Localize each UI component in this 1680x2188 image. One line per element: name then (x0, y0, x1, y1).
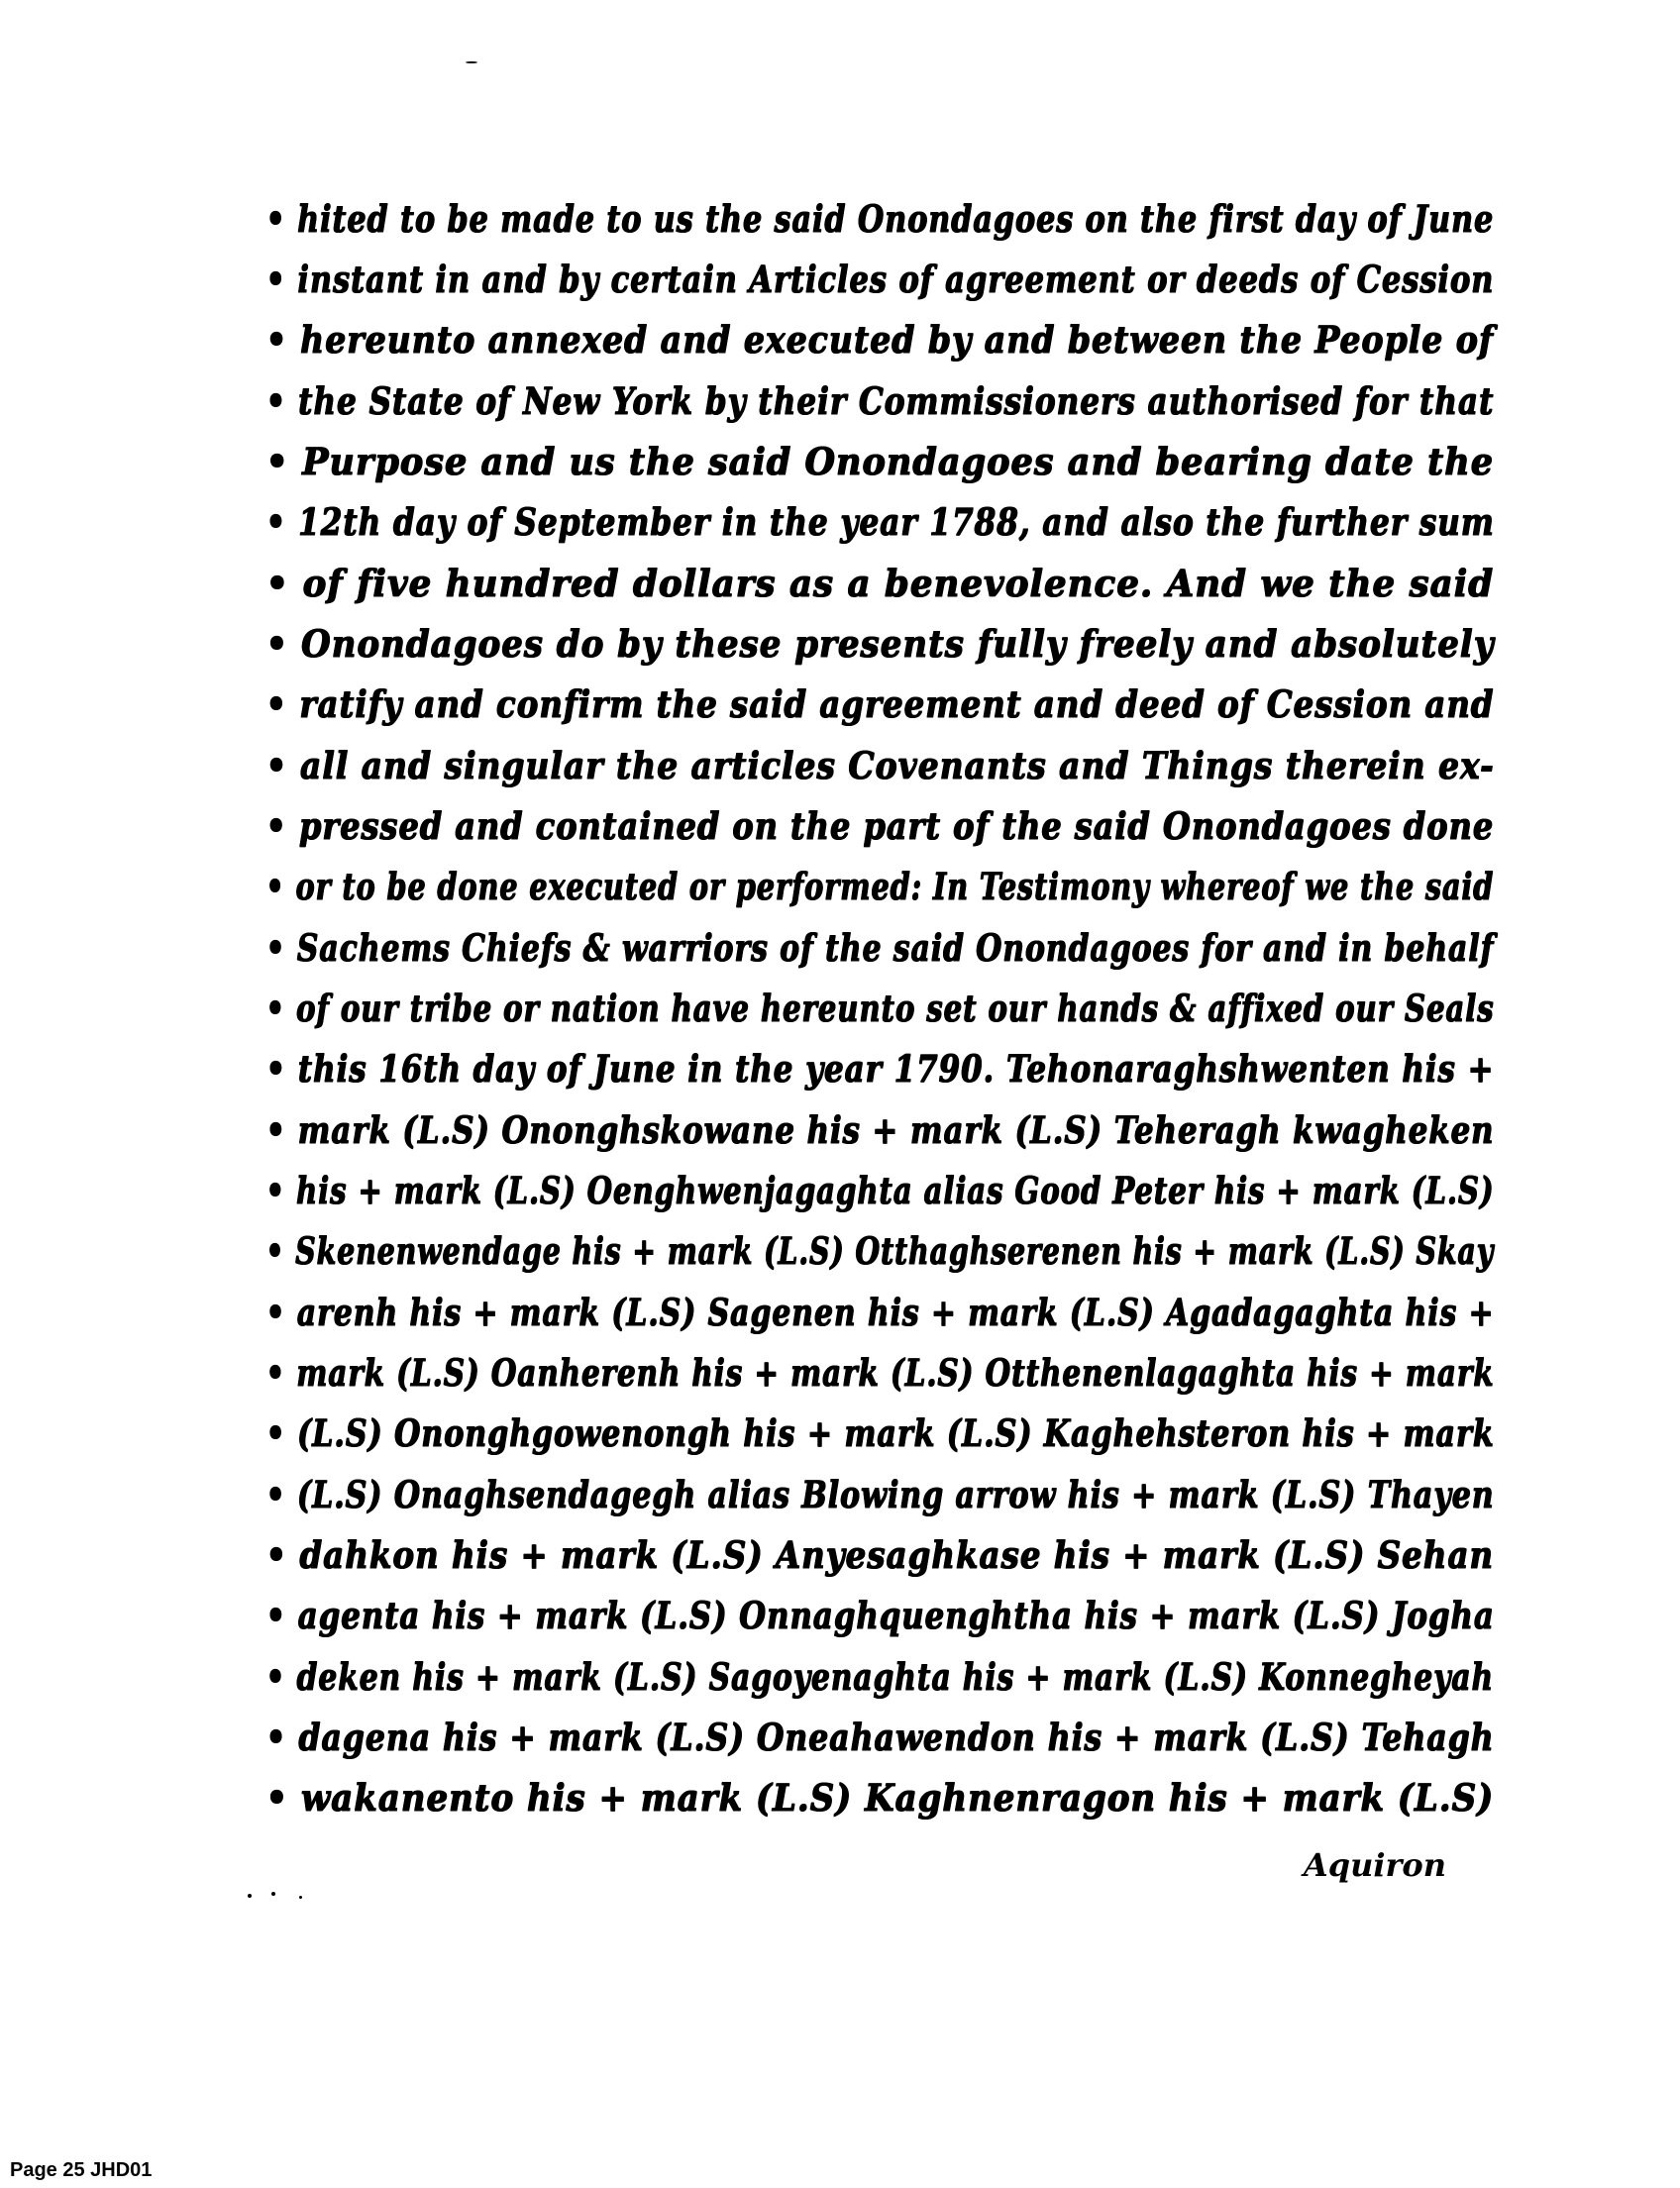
doc-id: JHD01 (90, 2159, 153, 2181)
manuscript-line: • of our tribe or nation have hereunto set our hands & affixed our Seals (265, 986, 1495, 1031)
manuscript-line: • this 16th day of June in the year 1790. Tehonaraghshwenten his + (265, 1046, 1495, 1092)
manuscript-line: • hited to be made to us the said Onondagoes on the first day of June (265, 196, 1494, 242)
manuscript-line: • wakanento his + mark (L.S) Kaghnenragon his + mark (L.S) (265, 1775, 1494, 1821)
manuscript-line: • pressed and contained on the part of the said Onondagoes done (265, 803, 1494, 849)
manuscript-line: • Onondagoes do by these presents fully freely and absolutely (265, 621, 1495, 667)
manuscript-line: • arenh his + mark (L.S) Sagenen his + mark (L.S) Agadagaghta his + (265, 1290, 1495, 1335)
manuscript-line: • Sachems Chiefs & warriors of the said Onondagoes for and in behalf (265, 925, 1494, 971)
manuscript-line: • mark (L.S) Oanherenh his + mark (L.S) Otthenenlagaghta his + mark (265, 1350, 1495, 1396)
scan-speck (466, 61, 477, 63)
scan-speck (248, 1894, 252, 1898)
manuscript-line: • Skenenwendage his + mark (L.S) Otthaghserenen his + mark (L.S) Skay (265, 1228, 1494, 1274)
manuscript-line: • dagena his + mark (L.S) Oneahawendon his + mark (L.S) Tehagh (265, 1715, 1495, 1760)
page-label: Page 25 (10, 2159, 85, 2181)
manuscript-line: • his + mark (L.S) Oenghwenjagaghta alias Good Peter his + mark (L.S) (265, 1168, 1495, 1213)
manuscript-line: • mark (L.S) Ononghskowane his + mark (L.S) Teheragh kwagheken (265, 1107, 1495, 1153)
manuscript-line: • (L.S) Onaghsendagegh alias Blowing arrow his + mark (L.S) Thayen (265, 1472, 1495, 1517)
manuscript-line: • or to be done executed or performed: In Testimony whereof we the said (265, 864, 1494, 909)
manuscript-line: • (L.S) Ononghgowenongh his + mark (L.S) Kaghehsteron his + mark (265, 1410, 1495, 1456)
manuscript-line: • ratify and confirm the said agreement and deed of Cession and (265, 681, 1495, 727)
manuscript-line: • the State of New York by their Commissioners authorised for that (265, 378, 1494, 424)
manuscript-line: • deken his + mark (L.S) Sagoyenaghta his + mark (L.S) Konnegheyah (265, 1654, 1494, 1700)
manuscript-line: • agenta his + mark (L.S) Onnaghquenghtha his + mark (L.S) Jogha (265, 1593, 1495, 1638)
manuscript-line: • dahkon his + mark (L.S) Anyesaghkase his + mark (L.S) Sehan (265, 1532, 1494, 1578)
manuscript-line: • 12th day of September in the year 1788, and also the further sum (265, 499, 1495, 545)
manuscript-line: • of five hundred dollars as a benevolence. And we the said (265, 561, 1494, 606)
signature-aquiron: Aquiron (1303, 1846, 1446, 1884)
manuscript-line: • Purpose and us the said Onondagoes and bearing date the (265, 439, 1494, 484)
page-footer (10, 2159, 152, 2182)
manuscript-line: • instant in and by certain Articles of agreement or deeds of Cession (265, 257, 1494, 302)
manuscript-line: • hereunto annexed and executed by and between the People of (265, 317, 1494, 363)
handwritten-text-block (265, 190, 1494, 1914)
manuscript-line: • all and singular the articles Covenants and Things therein ex- (265, 743, 1495, 788)
